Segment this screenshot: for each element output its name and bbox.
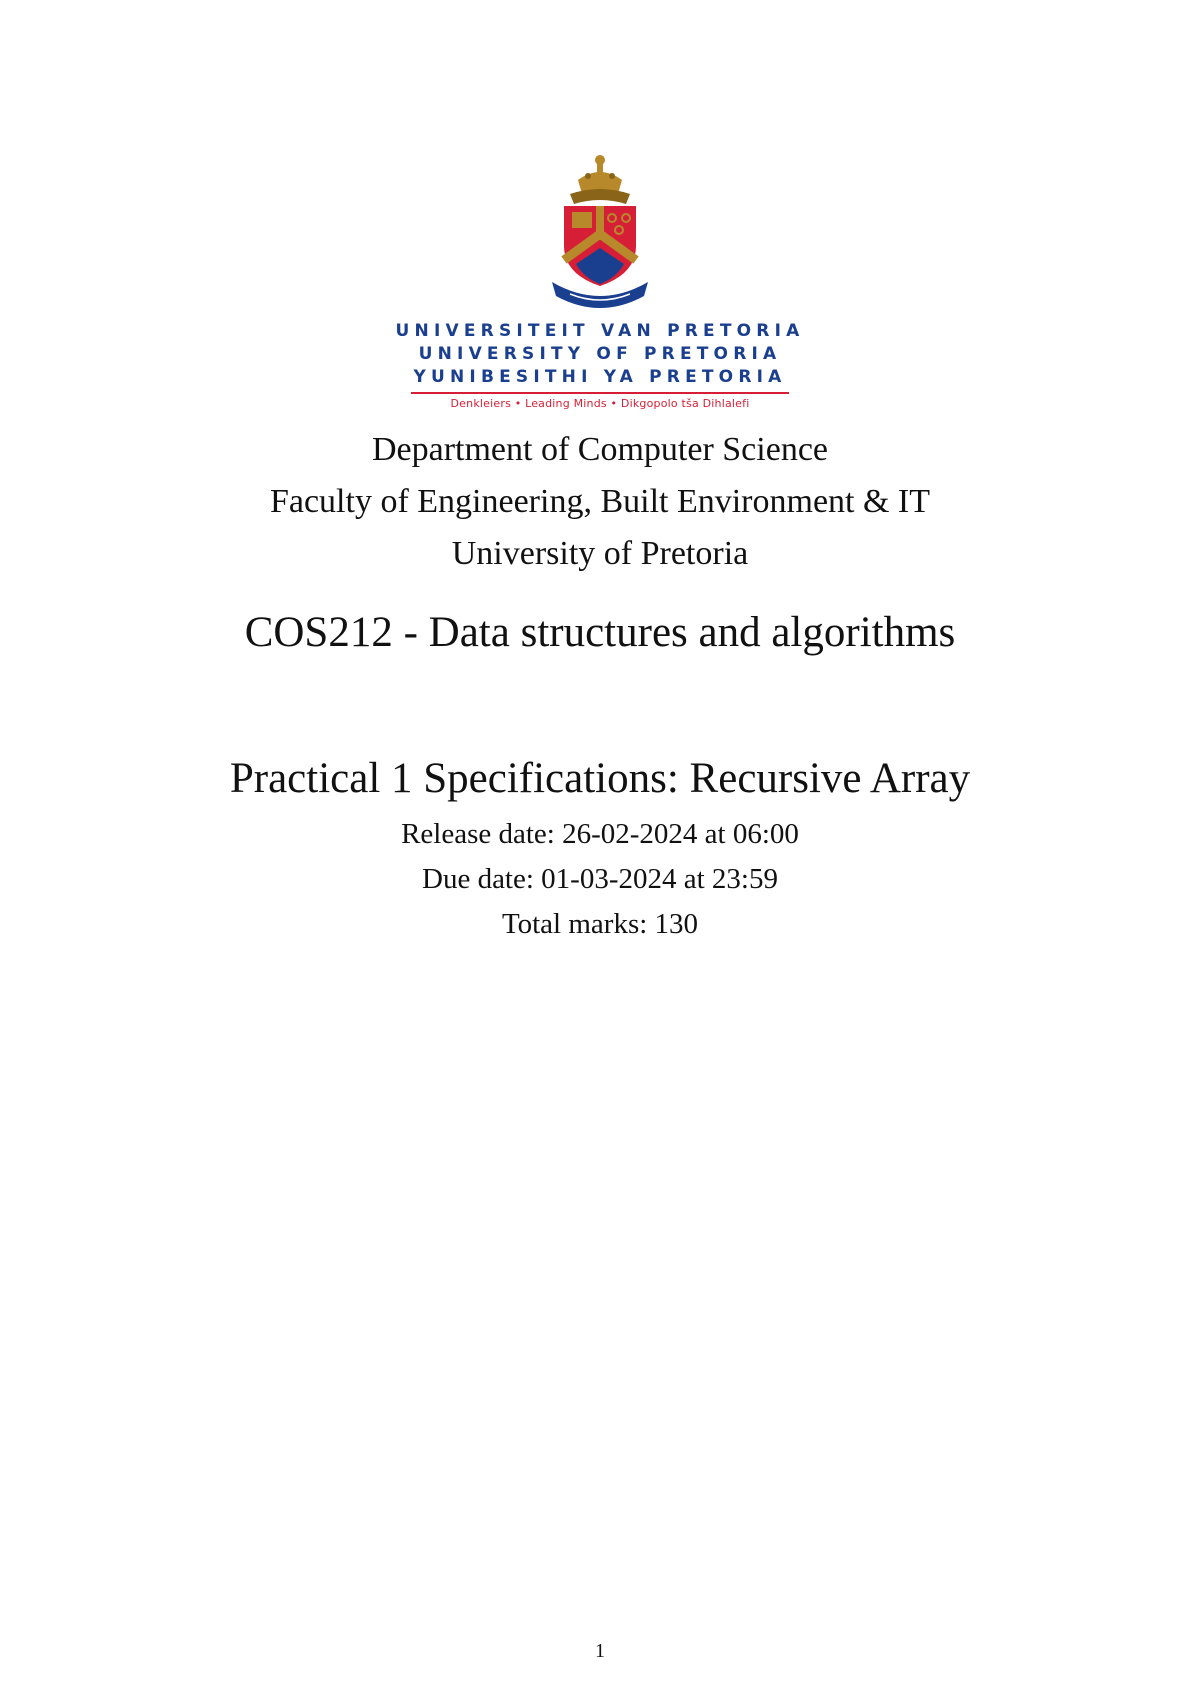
department-header — [0, 424, 1200, 580]
crest-helmet — [570, 155, 630, 204]
practical-details — [0, 812, 1200, 947]
university-name-english: UNIVERSITY OF PRETORIA — [418, 344, 782, 364]
department-name: Department of Computer Science — [371, 431, 828, 468]
university-names — [0, 320, 1200, 389]
university-logo — [0, 150, 1200, 410]
release-date: Release date: 26-02-2024 at 06:00 — [401, 818, 799, 850]
logo-divider — [411, 392, 789, 394]
faculty-name: Faculty of Engineering, Built Environment & IT — [269, 483, 931, 520]
due-date: Due date: 01-03-2024 at 23:59 — [422, 863, 778, 895]
university-crest-icon — [540, 150, 660, 310]
page-number: 1 — [595, 1640, 605, 1662]
university-motto: Denkleiers • Leading Minds • Dikgopolo tša Dihlalefi — [450, 397, 750, 410]
university-name-afrikaans: UNIVERSITEIT VAN PRETORIA — [395, 321, 805, 341]
university-name-sepedi: YUNIBESITHI YA PRETORIA — [413, 367, 787, 387]
course-title: COS212 - Data structures and algorithms — [244, 609, 956, 656]
crest-shield — [564, 206, 636, 286]
practical-title: Practical 1 Specifications: Recursive Array — [229, 755, 971, 802]
total-marks: Total marks: 130 — [501, 908, 699, 940]
university-name: University of Pretoria — [451, 535, 749, 572]
